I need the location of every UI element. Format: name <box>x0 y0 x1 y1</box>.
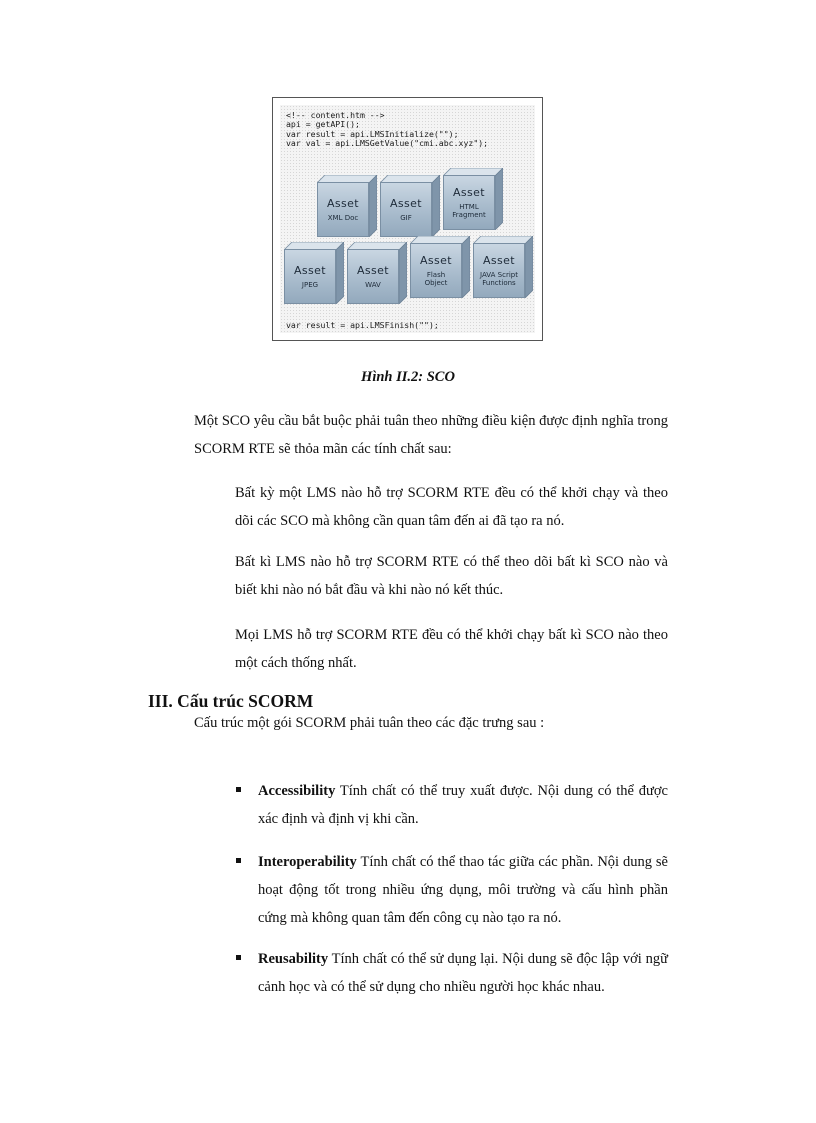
bullet-term: Reusability <box>258 951 329 967</box>
asset-type: HTML Fragment <box>452 203 486 219</box>
asset-title: Asset <box>419 254 453 267</box>
property-paragraph-2: Bất kì LMS nào hỗ trợ SCORM RTE có thể theo dõi bất kì SCO nào và biết khi nào nó bắt đầu và khi nào nó kết thúc. <box>235 554 668 598</box>
asset-type: XML Doc <box>327 214 359 222</box>
cube-side-face <box>525 236 533 298</box>
bullet-description: Tính chất có thể sử dụng lại. Nội dung sẽ độc lập với ngữ cảnh học và có thể sử dụng cho nhiều người học khác nhau. <box>258 951 668 995</box>
code-snippet-bottom: var result = api.LMSFinish(""); <box>286 320 439 330</box>
cube-side-face <box>495 168 503 230</box>
asset-title: Asset <box>452 186 486 199</box>
bullet-square-icon <box>236 787 241 792</box>
bullet-item-reusability <box>258 945 668 1001</box>
bullet-square-icon <box>236 858 241 863</box>
bullet-term: Interoperability <box>258 854 357 870</box>
cube-front-face <box>347 249 399 304</box>
section-heading: III. Cấu trúc SCORM <box>148 691 314 711</box>
cube-side-face <box>336 242 344 304</box>
cube-front-face <box>410 243 462 298</box>
sco-figure <box>272 97 543 341</box>
asset-cube-flash-object <box>410 236 470 298</box>
property-paragraph-1: Bất kỳ một LMS nào hỗ trợ SCORM RTE đều có thể khởi chạy và theo dõi các SCO mà không cần quan tâm đến ai đã tạo ra nó. <box>235 485 668 529</box>
cube-side-face <box>462 236 470 298</box>
cube-front-face <box>380 182 432 237</box>
section-intro: Cấu trúc một gói SCORM phải tuân theo các đặc trưng sau : <box>194 715 545 731</box>
bullet-item-interoperability <box>258 848 668 932</box>
intro-paragraph: Một SCO yêu cầu bắt buộc phải tuân theo những điều kiện được định nghĩa trong SCORM RTE sẽ thỏa mãn các tính chất sau: <box>194 413 668 457</box>
asset-title: Asset <box>482 254 516 267</box>
bullet-term: Accessibility <box>258 783 336 799</box>
asset-type: JAVA Script Functions <box>480 271 518 287</box>
asset-type: JPEG <box>301 281 319 289</box>
asset-cube-html-fragment <box>443 168 503 230</box>
bullet-text <box>258 848 668 932</box>
asset-cube-jpeg <box>284 242 344 304</box>
asset-title: Asset <box>389 197 423 210</box>
cube-side-face <box>399 242 407 304</box>
bullet-description: Tính chất có thể truy xuất được. Nội dung có thể được xác định và định vị khi cần. <box>258 783 668 827</box>
bullet-description: Tính chất có thể thao tác giữa các phần. Nội dung sẽ hoạt động tốt trong nhiều ứng dụng, môi trường và cấu hình phần cứng mà không quan tâm đến công cụ nào tạo ra nó. <box>258 854 668 926</box>
asset-type: GIF <box>400 214 412 222</box>
cube-front-face <box>473 243 525 298</box>
asset-type: Flash Object <box>424 271 448 287</box>
bullet-text <box>258 945 668 1001</box>
cube-front-face <box>443 175 495 230</box>
cube-front-face <box>284 249 336 304</box>
asset-title: Asset <box>293 264 327 277</box>
asset-title: Asset <box>356 264 390 277</box>
bullet-square-icon <box>236 955 241 960</box>
asset-cube-wav <box>347 242 407 304</box>
property-paragraph-3: Mọi LMS hỗ trợ SCORM RTE đều có thể khởi chạy bất kì SCO nào theo một cách thống nhất. <box>235 627 668 671</box>
asset-cube-javascript-functions <box>473 236 533 298</box>
asset-type: WAV <box>365 281 381 289</box>
cube-front-face <box>317 182 369 237</box>
bullet-item-accessibility <box>258 777 668 833</box>
cube-side-face <box>432 175 440 237</box>
figure-canvas <box>280 105 535 333</box>
figure-caption: Hình II.2: SCO <box>361 369 455 385</box>
bullet-text <box>258 777 668 833</box>
asset-cube-xml-doc <box>317 175 377 237</box>
asset-title: Asset <box>326 197 360 210</box>
asset-cube-gif <box>380 175 440 237</box>
code-snippet-top: <!-- content.htm --> api = getAPI(); var result = api.LMSInitialize(""); var val = api.LMSGetValue("cmi.abc.xyz"); <box>286 110 489 149</box>
cube-side-face <box>369 175 377 237</box>
